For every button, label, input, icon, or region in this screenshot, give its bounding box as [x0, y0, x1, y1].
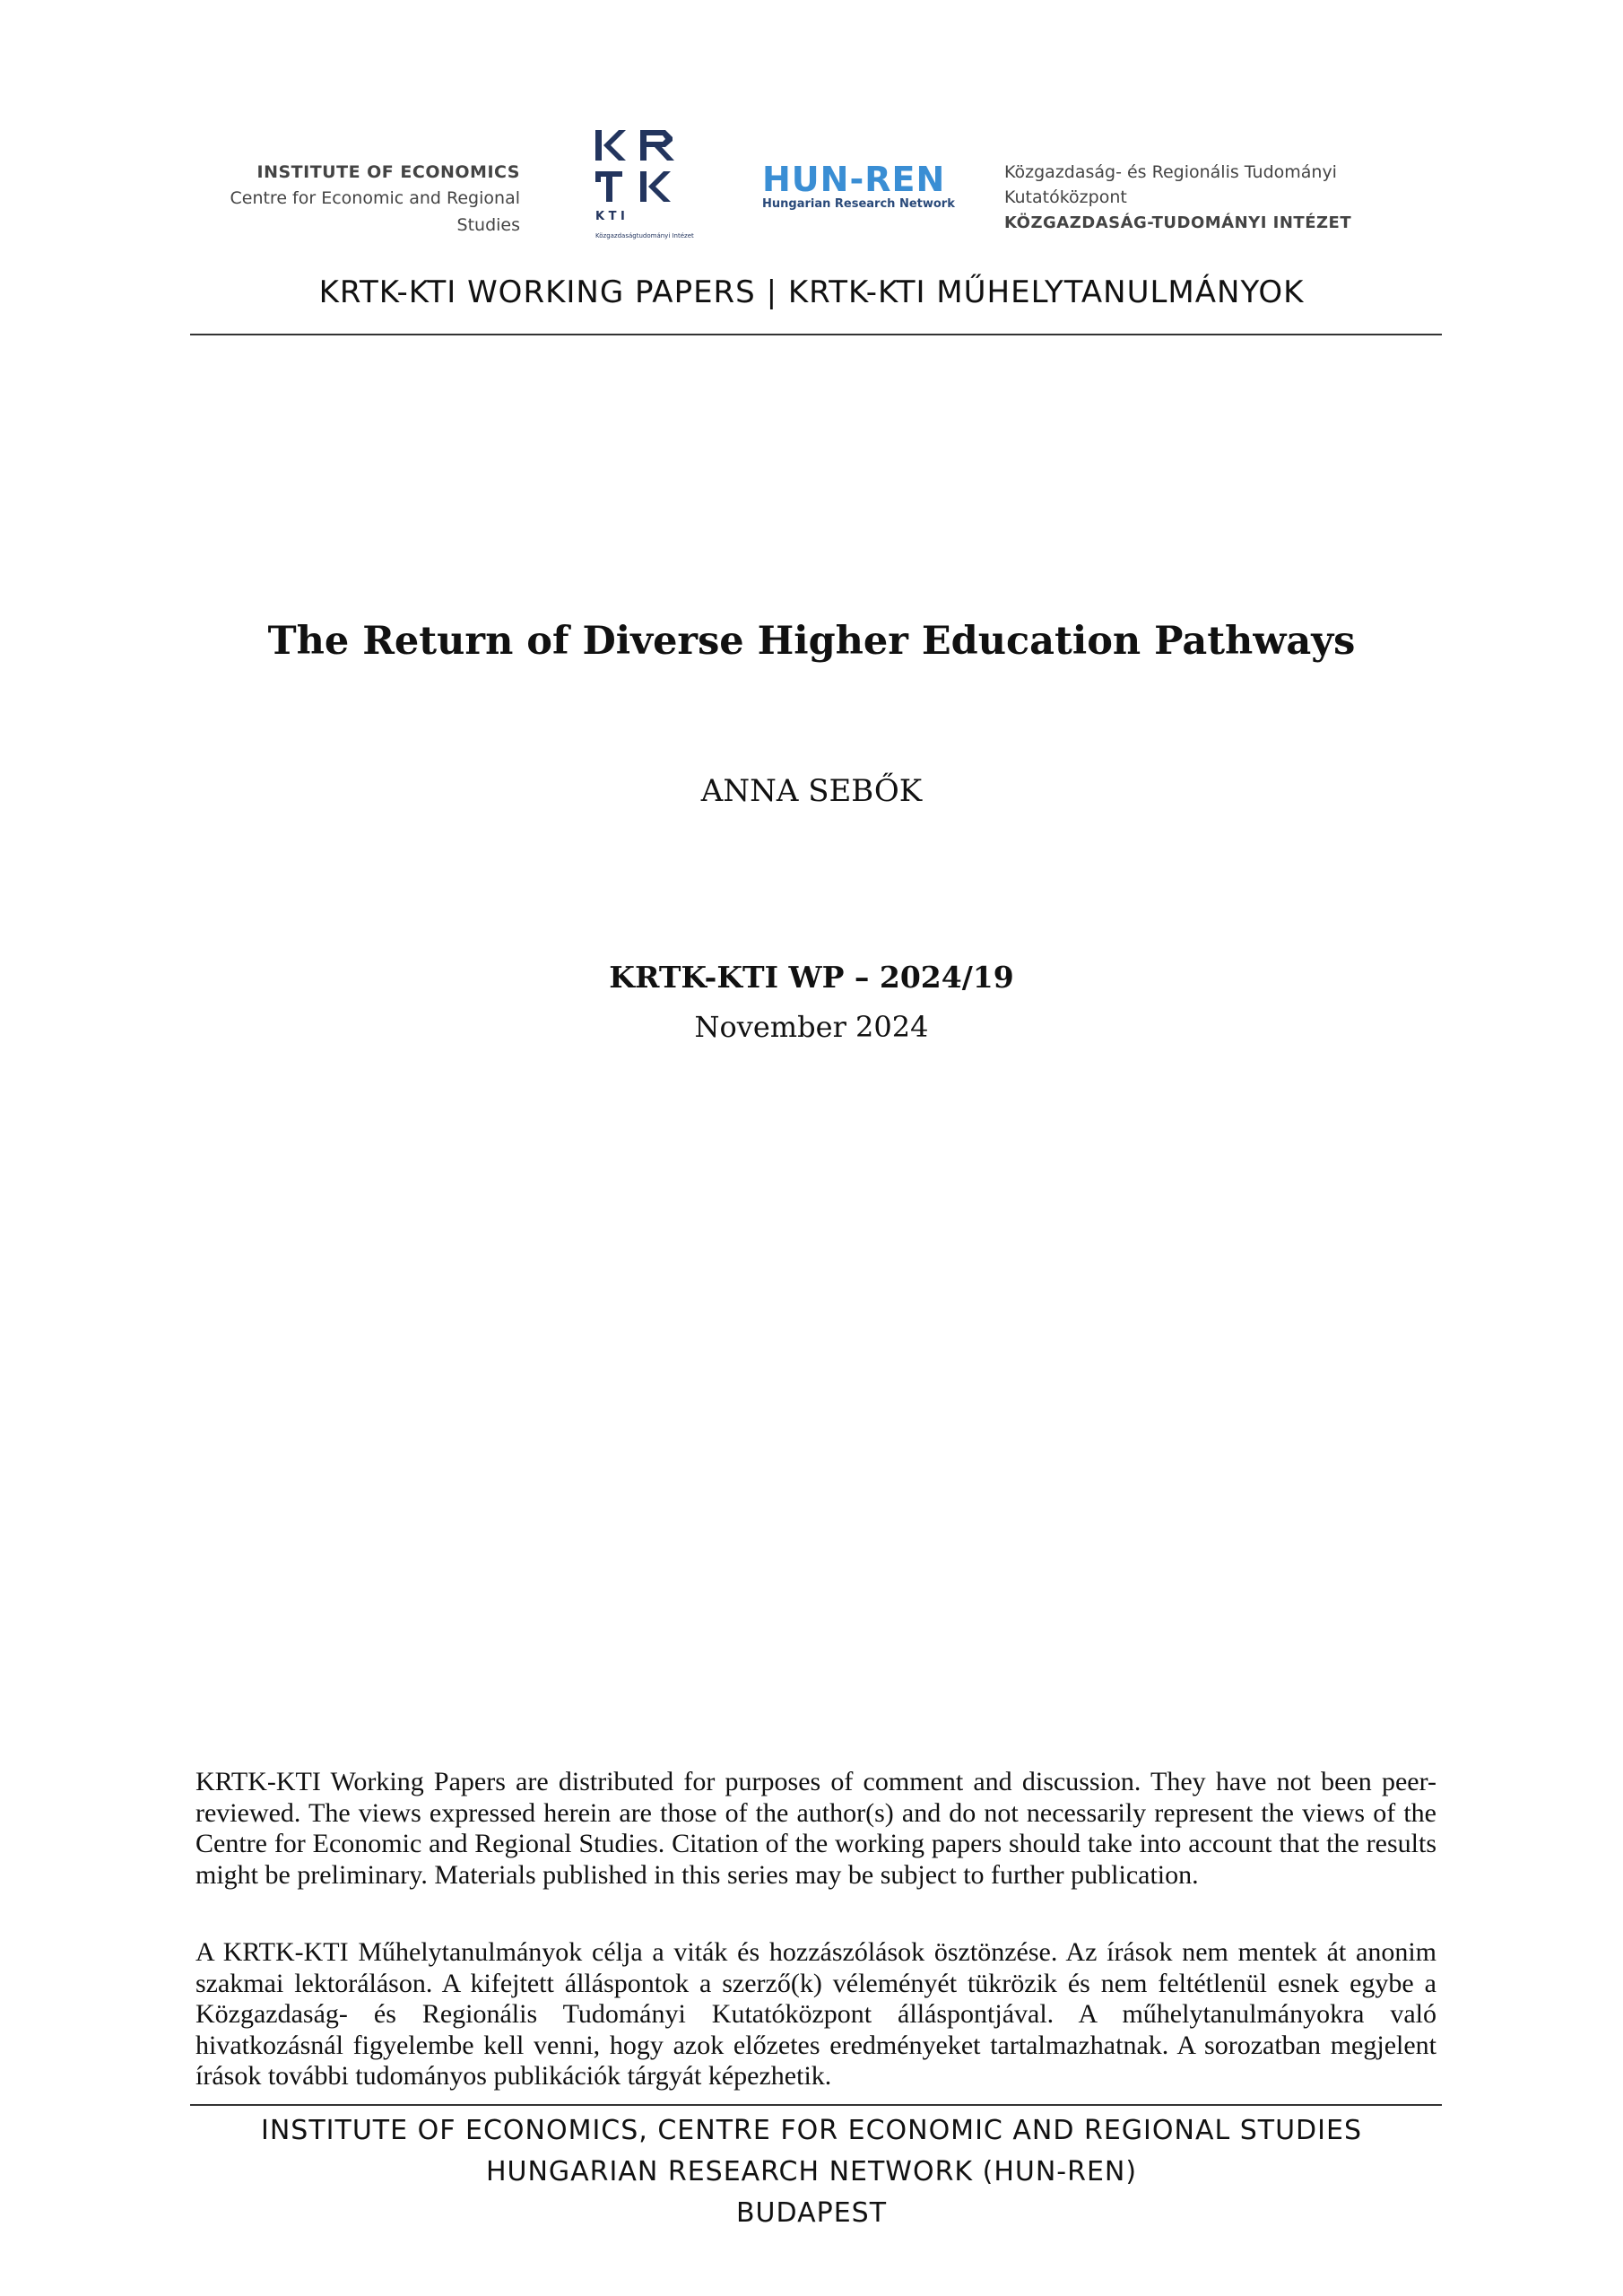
footer-network: HUNGARIAN RESEARCH NETWORK (HUN-REN) — [485, 2156, 1138, 2187]
kti-logo-line1: Közgazdaság- és Regionális Tudományi Kutatóközpont — [1004, 162, 1337, 207]
institute-logo-line1: INSTITUTE OF ECONOMICS — [256, 162, 520, 182]
krtk-tiny-text: Közgazdaságtudományi Intézet — [595, 232, 694, 239]
footer-divider — [190, 2104, 1442, 2106]
publication-date: November 2024 — [694, 1010, 929, 1044]
disclaimer-english: KRTK-KTI Working Papers are distributed for purposes of comment and discussion. They have not been peer-reviewed. The views expressed herein are those of the author(s) and do not necessarily represent the views of the Centre for Economic and Regional Studies. Citation of the working papers should take into account that the results might be preliminary. Materials published in this series may be subject to further publication. — [195, 1767, 1436, 1890]
hun-ren-logo-subtitle: Hungarian Research Network — [762, 197, 955, 211]
footer-city: BUDAPEST — [735, 2197, 888, 2229]
krtk-kti-institute-logo — [1004, 160, 1462, 237]
krtk-kti-letters: K T I — [595, 210, 625, 223]
paper-title: The Return of Diverse Higher Education Pathways — [267, 619, 1356, 664]
disclaimer-hungarian: A KRTK-KTI Műhelytanulmányok célja a viták és hozzászólások ösztönzése. Az írások nem mentek át anonim szakmai lektoráláson. A kifejtett álláspontok a szerző(k) véleményét tükrözik és nem feltétlenül esnek egybe a Közgazdaság- és Regionális Tudományi Kutatóközpont álláspontjával. A műhelytanulmányokra való hivatkozásnál figyelembe kell venni, hogy azok előzetes eredményeket tartalmazhatnak. A sorozatban megjelent írások további tudományos publikációk tárgyát képezhetik. — [195, 1937, 1436, 2091]
institute-logo-line2: Centre for Economic and Regional Studies — [230, 188, 520, 235]
kti-logo-line2: KÖZGAZDASÁG-TUDOMÁNYI INTÉZET — [1004, 213, 1352, 232]
header-divider — [190, 334, 1442, 335]
institute-of-economics-logo — [179, 160, 520, 239]
hun-ren-logo — [762, 161, 959, 212]
footer-institute: INSTITUTE OF ECONOMICS, CENTRE FOR ECONOMIC AND REGIONAL STUDIES — [260, 2115, 1362, 2146]
krtk-kti-logo — [592, 130, 694, 247]
author-name: ANNA SEBŐK — [700, 773, 923, 809]
hun-ren-logo-text: HUN-REN — [762, 160, 946, 199]
working-paper-number: KRTK-KTI WP – 2024/19 — [609, 960, 1014, 995]
series-header: KRTK-KTI WORKING PAPERS | KRTK-KTI MŰHELYTANULMÁNYOK — [318, 274, 1305, 310]
